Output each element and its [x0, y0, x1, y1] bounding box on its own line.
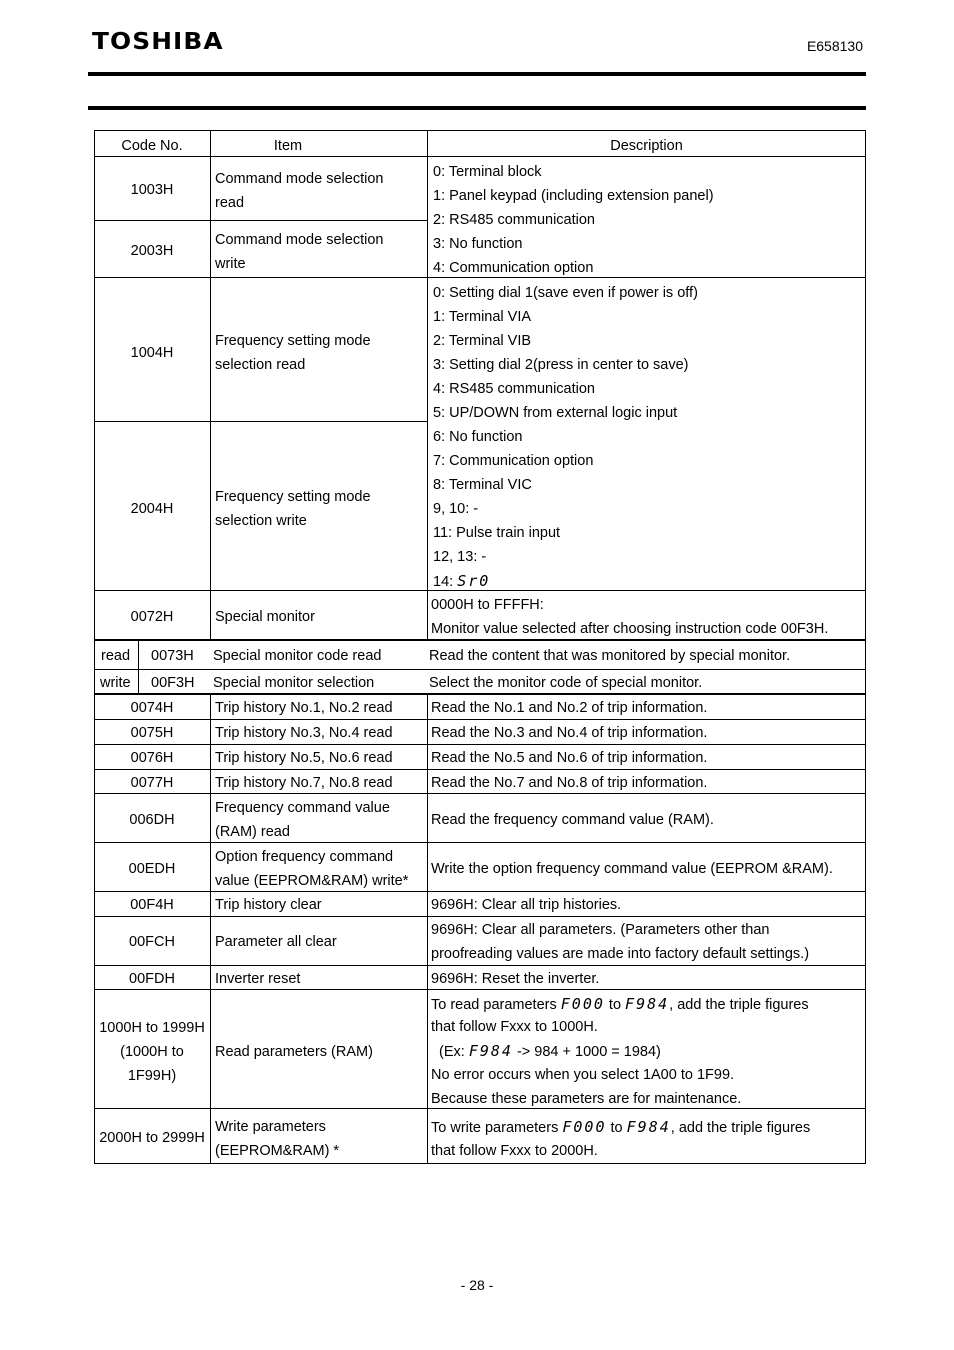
desc-freq-command-read: Read the frequency command value (RAM).	[431, 812, 714, 828]
document-number: E658130	[806, 38, 863, 54]
row-divider	[94, 669, 866, 670]
desc-inverter-reset: 9696H: Reset the inverter.	[431, 971, 600, 987]
code-1000h-range-line2: (1000H to	[120, 1044, 184, 1060]
desc-special-monitor-selection: Select the monitor code of special monitor.	[429, 675, 703, 691]
frequency-option-14-prefix: 14:	[433, 574, 458, 590]
desc-trip-history-5-6: Read the No.5 and No.6 of trip information.	[431, 750, 708, 766]
frequency-option-8: 8: Terminal VIC	[433, 477, 532, 493]
desc-read-parameters-text-a: To read parameters	[431, 997, 561, 1013]
lcd-sr0-display: Sr0	[457, 572, 491, 590]
desc-parameter-all-clear-line2: proofreading values are made into factory default settings.)	[431, 946, 810, 962]
item-command-mode-write-line2: write	[215, 256, 246, 272]
item-read-parameters: Read parameters (RAM)	[215, 1044, 373, 1060]
column-divider	[427, 130, 428, 640]
item-inverter-reset: Inverter reset	[215, 971, 301, 987]
table-border-right	[865, 130, 866, 1164]
desc-trip-history-7-8: Read the No.7 and No.8 of trip information.	[431, 775, 708, 791]
desc-read-parameters-line4: No error occurs when you select 1A00 to 1F99.	[431, 1067, 735, 1083]
header-description: Description	[610, 138, 683, 154]
code-2004h: 2004H	[130, 501, 174, 517]
column-divider	[210, 130, 211, 640]
frequency-option-2: 2: Terminal VIB	[433, 333, 532, 349]
desc-write-parameters-text-b: to	[606, 1120, 627, 1136]
frequency-option-7: 7: Communication option	[433, 453, 594, 469]
code-1000h-range-line1: 1000H to 1999H	[99, 1020, 205, 1036]
row-divider	[94, 842, 866, 843]
item-freq-command-read-line2: (RAM) read	[215, 824, 290, 840]
header-rule-top	[88, 72, 866, 76]
frequency-option-14	[433, 569, 490, 594]
desc-read-parameters-example	[439, 1039, 661, 1064]
example-text-a: (Ex:	[439, 1044, 469, 1060]
code-0074h: 0074H	[130, 700, 174, 716]
item-special-monitor-code-read: Special monitor code read	[213, 648, 382, 664]
header-code-no: Code No.	[121, 138, 183, 154]
page-number: - 28 -	[460, 1277, 494, 1293]
header-rule-bottom	[88, 106, 866, 110]
item-frequency-mode-write-line2: selection write	[215, 513, 307, 529]
frequency-option-6: 6: No function	[433, 429, 523, 445]
code-1000h-range-line3: 1F99H)	[127, 1068, 177, 1084]
desc-special-monitor-code-read: Read the content that was monitored by special monitor.	[429, 648, 791, 664]
row-divider	[94, 220, 428, 221]
command-mode-option-1: 1: Panel keypad (including extension panel)	[433, 188, 714, 204]
item-write-parameters-line1: Write parameters	[215, 1119, 326, 1135]
code-1003h: 1003H	[130, 182, 174, 198]
frequency-option-5: 5: UP/DOWN from external logic input	[433, 405, 678, 421]
desc-trip-history-1-2: Read the No.1 and No.2 of trip information.	[431, 700, 708, 716]
item-command-mode-read-line1: Command mode selection	[215, 171, 384, 187]
column-divider	[427, 694, 428, 1164]
row-divider	[94, 421, 428, 422]
code-0072h: 0072H	[130, 609, 174, 625]
column-divider	[138, 640, 139, 694]
item-special-monitor-selection: Special monitor selection	[213, 675, 375, 691]
item-command-mode-read-line2: read	[215, 195, 245, 211]
row-divider	[94, 891, 866, 892]
item-write-parameters-line2: (EEPROM&RAM) *	[215, 1143, 340, 1159]
table-border-top	[94, 130, 866, 131]
desc-write-parameters-text-a: To write parameters	[431, 1120, 563, 1136]
desc-option-freq-write: Write the option frequency command value (EEPROM &RAM).	[431, 861, 833, 877]
code-0075h: 0075H	[130, 725, 174, 741]
code-2003h: 2003H	[130, 243, 174, 259]
code-0077h: 0077H	[130, 775, 174, 791]
mode-read-label: read	[101, 648, 131, 664]
communication-codes-table	[94, 130, 866, 1164]
code-006dh: 006DH	[129, 812, 175, 828]
desc-write-parameters-line2: that follow Fxxx to 2000H.	[431, 1143, 598, 1159]
mode-write-label: write	[100, 675, 131, 691]
code-00edh: 00EDH	[128, 861, 176, 877]
column-divider	[210, 694, 211, 1164]
item-frequency-mode-read-line1: Frequency setting mode	[215, 333, 371, 349]
table-border-left	[94, 130, 95, 1164]
frequency-option-0: 0: Setting dial 1(save even if power is off)	[433, 285, 698, 301]
item-command-mode-write-line1: Command mode selection	[215, 232, 384, 248]
lcd-f984-display: F984	[468, 1042, 513, 1060]
example-text-b: -> 984 + 1000 = 1984)	[512, 1044, 661, 1060]
code-00f3h: 00F3H	[151, 675, 195, 691]
code-0073h: 0073H	[151, 648, 194, 664]
frequency-option-1: 1: Terminal VIA	[433, 309, 532, 325]
command-mode-option-3: 3: No function	[433, 236, 523, 252]
lcd-f984-display: F984	[625, 995, 670, 1013]
lcd-f000-display: F000	[562, 1118, 607, 1136]
frequency-option-9-10: 9, 10: -	[433, 501, 479, 517]
desc-read-parameters-line2: that follow Fxxx to 1000H.	[431, 1019, 598, 1035]
special-monitor-desc-line2: Monitor value selected after choosing instruction code 00F3H.	[431, 621, 829, 637]
frequency-option-11: 11: Pulse train input	[433, 525, 561, 541]
command-mode-option-4: 4: Communication option	[433, 260, 594, 276]
desc-read-parameters-line5: Because these parameters are for maintenance.	[431, 1091, 742, 1107]
desc-read-parameters-line1	[431, 992, 809, 1017]
item-trip-history-1-2: Trip history No.1, No.2 read	[215, 700, 393, 716]
toshiba-logo: TOSHIBA	[92, 29, 224, 55]
desc-trip-history-3-4: Read the No.3 and No.4 of trip information.	[431, 725, 708, 741]
command-mode-option-2: 2: RS485 communication	[433, 212, 595, 228]
desc-write-parameters-text-c: , add the triple figures	[670, 1120, 811, 1136]
code-00f4h: 00F4H	[130, 897, 174, 913]
item-parameter-all-clear: Parameter all clear	[215, 934, 337, 950]
item-trip-history-5-6: Trip history No.5, No.6 read	[215, 750, 393, 766]
code-1004h: 1004H	[130, 345, 174, 361]
item-trip-history-7-8: Trip history No.7, No.8 read	[215, 775, 393, 791]
table-border-bottom	[94, 1163, 866, 1164]
code-0076h: 0076H	[130, 750, 174, 766]
frequency-option-3: 3: Setting dial 2(press in center to save)	[433, 357, 689, 373]
frequency-option-12-13: 12, 13: -	[433, 549, 487, 565]
desc-trip-history-clear: 9696H: Clear all trip histories.	[431, 897, 622, 913]
desc-read-parameters-text-c: , add the triple figures	[669, 997, 809, 1013]
code-00fdh: 00FDH	[129, 971, 175, 987]
item-frequency-mode-write-line1: Frequency setting mode	[215, 489, 371, 505]
special-monitor-desc-line1: 0000H to FFFFH:	[431, 597, 544, 613]
lcd-f000-display: F000	[560, 995, 605, 1013]
item-freq-command-read-line1: Frequency command value	[215, 800, 390, 816]
item-option-freq-write-line2: value (EEPROM&RAM) write*	[215, 873, 409, 889]
item-special-monitor: Special monitor	[215, 609, 315, 625]
item-frequency-mode-read-line2: selection read	[215, 357, 306, 373]
item-option-freq-write-line1: Option frequency command	[215, 849, 394, 865]
item-trip-history-clear: Trip history clear	[215, 897, 322, 913]
desc-read-parameters-text-b: to	[604, 997, 626, 1013]
item-trip-history-3-4: Trip history No.3, No.4 read	[215, 725, 393, 741]
frequency-option-4: 4: RS485 communication	[433, 381, 595, 397]
lcd-f984-display: F984	[626, 1118, 671, 1136]
code-2000h-range: 2000H to 2999H	[99, 1130, 205, 1146]
command-mode-option-0: 0: Terminal block	[433, 164, 542, 180]
desc-write-parameters-line1	[431, 1115, 810, 1140]
header-item: Item	[273, 138, 303, 154]
code-00fch: 00FCH	[129, 934, 175, 950]
desc-parameter-all-clear-line1: 9696H: Clear all parameters. (Parameters other than	[431, 922, 770, 938]
